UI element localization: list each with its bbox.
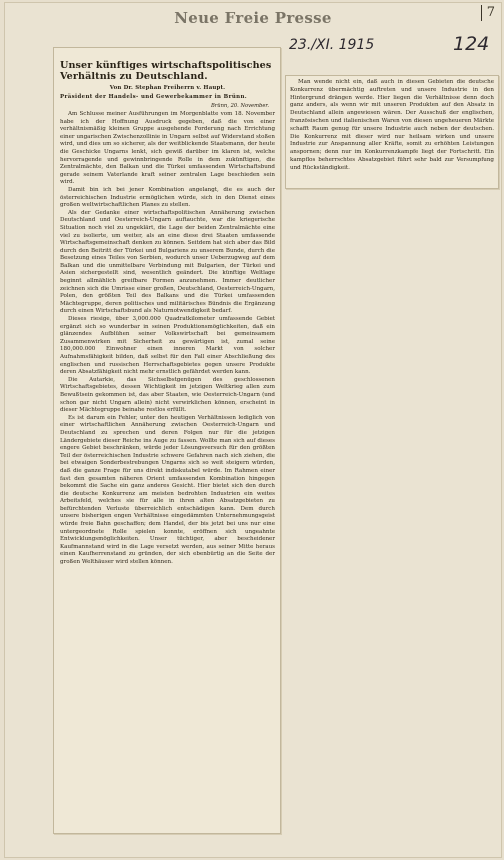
article-byline: Von Dr. Stephan Freiherrn v. Haupt. xyxy=(109,85,226,91)
article-dateline: Brünn, 20. November. xyxy=(210,103,269,109)
page-number: 7 xyxy=(481,5,495,21)
continuation-clipping xyxy=(285,75,499,189)
article-paragraph: Es ist darum ein Fehler, unter den heutigen Verhältnissen lediglich von einer wirtschaftlichen Annäherung zwischen Oesterreich-Ungarn und Deutschland zu sprechen und deren Folgen nur für die jetzigen Ländergebiete dieser Reiche ins Auge zu fassen. Wollte man sich auf dieses engere Gebiet beschränken, würde jeder Lösungsversuch für den größten Teil der österreichischen Industrie schwere Gefahren nach sich ziehen, die bei etwaigen Sonderbestrebungen Ungarns sich so weit steigern würden, daß die ganze Frage für uns direkt indiskutabel würde. Im Rahmen einer fast den gesamten näheren Orient umfassenden Kombination hingegen bekommt die Sache ein ganz anderes Gesicht. Hier bietet sich den durch die deutsche Konkurrenz am meisten bedrohten Industrien ein weites Arbeitsfeld, welches sie für alle in ihren alten Absatzgebieten zu befürchtenden Verluste überreichlich entschädigen kann. Dem durch unsere bisherigen engen Verhältnisse eingedämmten Unternehmungsgeist würde freie Bahn geschaffen; dem Handel, der bis jetzt bei uns nur eine untergeordnete Rolle spielen konnte, eröffnen sich ungeahnte Entwicklungsmöglichkeiten. Unser tüchtiger, aber bescheidener Kaufmannstand wird in die Lage versetzt werden, aus seiner Mitte heraus einen Kaufherrenstand zu gründen, der sich ebenbürtig an die Seite der großen Welthäuser wird stellen können. xyxy=(60,414,275,566)
article-headline: Unser künftiges wirtschaftspolitisches Verhältnis zu Deutschland. xyxy=(60,60,272,82)
article-paragraph: Als der Gedanke einer wirtschaftspolitischen Annäherung zwischen Deutschland und Oesterreich-Ungarn auftauchte, war die kriegerische Situation noch viel zu ungeklärt, die Lage der beiden Zentralmächte eine viel zu isolierte, um weiter, als an eine diese drei Staaten umfassende Wirtschaftsgemeinschaft denken zu können. Seitdem hat sich aber das Bild durch den Beitritt der Türkei und Bulgariens zu unserem Bunde, durch die Besetzung eines Teiles von Serbien, wodurch unser Ueberzugweg auf dem Balkan und die unmittelbare Verbindung mit Bulgarien, der Türkei und Asien sichergestellt sind, wesentlich geändert. Die künftige Weltlage beginnt allmählich greifbare Formen anzunehmen. Immer deutlicher zeichnen sich die Umrisse einer großen, Deutschland, Oesterreich-Ungarn, Polen, den größten Teil des Balkans und die Türkei umfassenden Mächtegruppe, deren politisches und militärisches Bündnis die Ergänzung durch einen Wirtschaftsbund als Naturnotwendigkeit bedarf. xyxy=(60,209,275,315)
article-paragraph: Die Autarkie, das Sichselbstgenügen des geschlossenen Wirtschaftsgebietes, dessen Wichtigkeit im jetzigen Weltkrieg allen zum Bewußtsein gekommen ist, das aber Staaten, wie Oesterreich-Ungarn (und schon gar nicht Ungarn allein) nicht verwirklichen können, erscheint in dieser Mächtegruppe beinahe restlos erfüllt. xyxy=(60,376,275,414)
continuation-paragraph: Man wende nicht ein, daß auch in diesen Gebieten die deutsche Konkurrenz übermächtig auftreten und unsere Industrie in den Hintergrund drängen werde. Hier liegen die Verhältnisse denn doch ganz anders, als wenn wir mit unseren Produkten auf den Absatz in Deutschland allein angewiesen wären. Der Ausschuß der englischen, französischen und italienischen Waren von diesen ungeheueren Märkte schafft Raum genug für unsere Industrie auch neben der deutschen. Die Konkurrenz mit dieser wird nur heilsam wirken und unsere Industrie zur Anspannung aller Kräfte, somit zu erhöhten Leistungen anspornen; denn nur im Konkurrenzkampfe liegt der Fortschritt. Ein kampflos beherrschtes Absatzgebiet führt sehr bald zur Versumpfung und Rückständigkeit. xyxy=(290,79,494,171)
newspaper-masthead: Neue Freie Presse xyxy=(174,9,332,27)
article-body xyxy=(60,111,275,567)
continuation-body xyxy=(290,79,494,173)
author-affiliation: Präsident der Handels- und Gewerbekammer in Brünn. xyxy=(60,94,248,100)
article-paragraph: Dieses riesige, über 3,000.000 Quadratkilometer umfassende Gebiet ergänzt sich so wunderbar in seinen Produktionsmöglichkeiten, daß ein glänzendes Aufblühen seiner Volkswirtschaft bei gemeinsamem Zusammenwirken mit Sicherheit zu gewärtigen ist, zumal seine 180,000.000 Einwohner einen inneren Markt von solcher Aufnahmsfähigkeit bilden, daß selbst für den Fall einer Abschließung des englischen und russischen Herrschaftsgebietes gegen unsere Produkte deren Absatzfähigkeit nicht mehr ernstlich gefährdet werden kann. xyxy=(60,316,275,376)
handwritten-number: 124 xyxy=(453,33,490,55)
handwritten-date: 23./XI. 1915 xyxy=(289,37,375,53)
article-clipping xyxy=(53,47,281,834)
article-paragraph: Am Schlusse meiner Ausführungen im Morgenblatte vom 18. November habe ich der Hoffnung Ausdruck gegeben, daß die von einer verhältnismäßig kleinen Gruppe ausgehende Forderung nach Errichtung einer ungarischen Zwischenzollinie in Ungarn selbst auf Widerstand stoßen wird, und dies um so sicherer, als der weitblickende Staatsmann, der heute die Geschicke Ungarns lenkt, sich gewiß darüber im klaren ist, welche hervorragende und gewinnbringende Rolle in dem zukünftigen, die Zentralmächte, den Balkan und die Türkei umfassenden Wirtschaftsbund gerade seinem Vaterlande kraft seiner zentralen Lage beschieden sein wird. xyxy=(60,111,275,186)
archive-sheet xyxy=(4,2,502,858)
article-paragraph: Damit bin ich bei jener Kombination angelangt, die es auch der österreichischen Industrie ermöglichen würde, sich in den Dienst eines großen weltwirtschaftlichen Planes zu stellen. xyxy=(60,186,275,209)
